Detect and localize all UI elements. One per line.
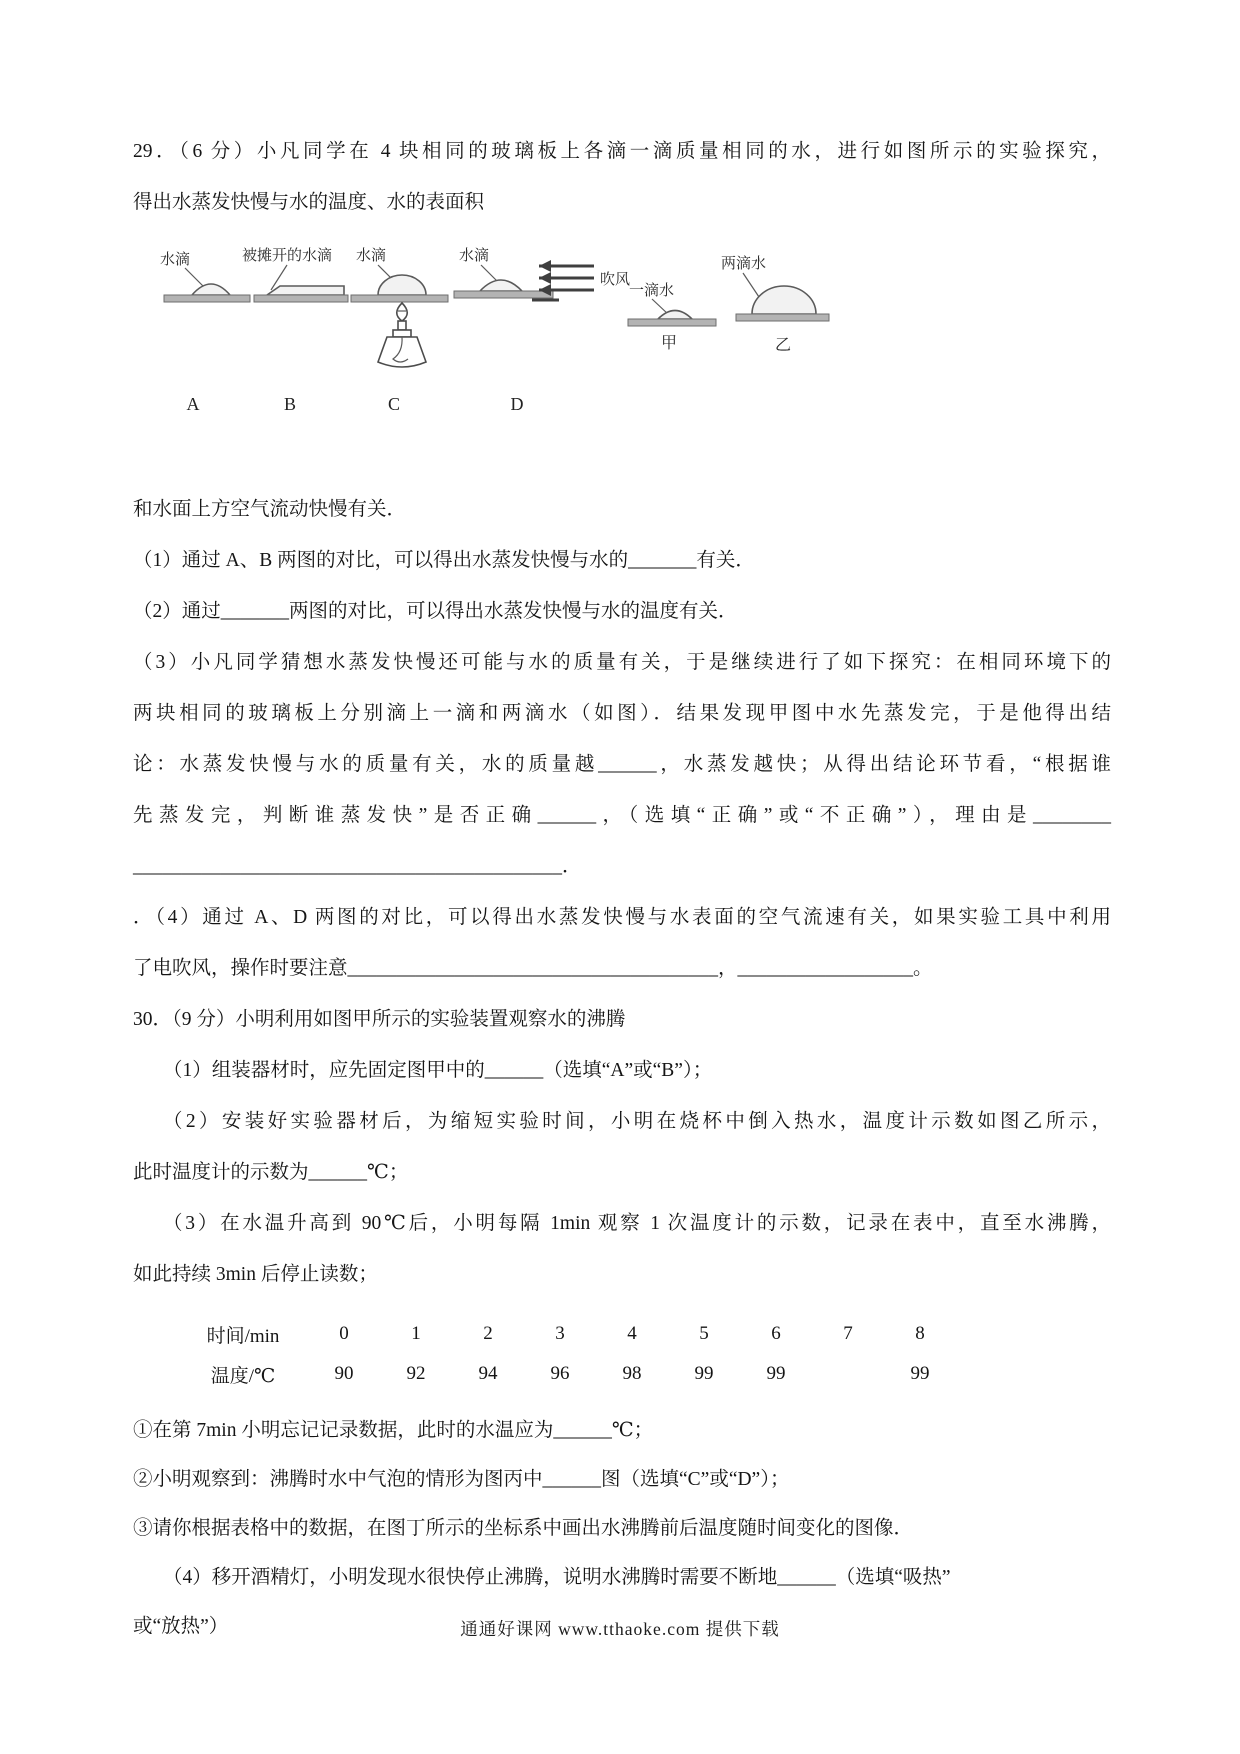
- q30-sub2-line-2: 此时温度计的示数为______℃；: [133, 1162, 409, 1183]
- spread-drop-label-b: 被摊开的水滴: [242, 248, 333, 264]
- q30-sub4-line-1: （4）移开酒精灯，小明发现水很快停止沸腾，说明水沸腾时需要不断地______（选填“吸热”: [163, 1567, 951, 1588]
- boiling-data-table: [178, 1314, 956, 1394]
- setup-yi: [721, 255, 829, 354]
- q29-sub1: （1）通过 A、B 两图的对比，可以得出水蒸发快慢与水的_______有关．: [133, 550, 755, 571]
- table-cell: 8: [915, 1323, 925, 1344]
- table-cell: 99: [910, 1363, 930, 1384]
- row-header-time: 时间/min: [206, 1325, 280, 1347]
- q30-sub4-line-2: 或“放热”）: [133, 1616, 229, 1637]
- table-cell: 1: [411, 1323, 421, 1344]
- one-drop-label: 一滴水: [629, 283, 675, 299]
- table-cell: 96: [550, 1363, 570, 1384]
- q29-cont-line: 和水面上方空气流动快慢有关．: [133, 499, 407, 520]
- q29-sub3-line-3: 论：水蒸发快慢与水的质量有关，水的质量越______，水蒸发越快；从得出结论环节看，“根据谁: [133, 754, 1111, 775]
- table-cell: 94: [478, 1363, 498, 1384]
- table-cell: 99: [766, 1363, 786, 1384]
- q29-figure: [147, 238, 1111, 426]
- q30-item-2: ②小明观察到：沸腾时水中气泡的情形为图丙中______图（选填“C”或“D”）；: [133, 1469, 790, 1490]
- figure-letter-c: C: [387, 394, 401, 414]
- two-drops-label: 两滴水: [721, 256, 767, 272]
- table-cell: 98: [622, 1363, 642, 1384]
- q30-sub3-line-2: 如此持续 3min 后停止读数；: [133, 1264, 378, 1285]
- table-cell: 5: [699, 1323, 709, 1344]
- table-cell: 2: [483, 1323, 493, 1344]
- table-row-temperature: [178, 1354, 956, 1394]
- q30-item-3: ③请你根据表格中的数据，在图丁所示的坐标系中画出水沸腾前后温度随时间变化的图像．: [133, 1518, 914, 1539]
- row-header-temperature: 温度/℃: [210, 1365, 276, 1387]
- q29-sub2: （2）通过_______两图的对比，可以得出水蒸发快慢与水的温度有关．: [133, 601, 738, 622]
- q29-intro-line-1: 29．（6 分）小凡同学在 4 块相同的玻璃板上各滴一滴质量相同的水，进行如图所示的实验探究，: [133, 141, 1111, 162]
- q29-sub3-line-2: 两块相同的玻璃板上分别滴上一滴和两滴水（如图）．结果发现甲图中水先蒸发完，于是他得出结: [133, 703, 1111, 724]
- q29-sub4-line-1: ．（4）通过 A、D 两图的对比，可以得出水蒸发快慢与水表面的空气流速有关，如果实验工具中利用: [133, 907, 1111, 928]
- setup-c: [351, 247, 448, 414]
- water-drop-label-c: 水滴: [356, 248, 387, 264]
- q30-sub3-line-1: （3）在水温升高到 90℃后，小明每隔 1min 观察 1 次温度计的示数，记录在表中，直至水沸腾，: [163, 1213, 1111, 1234]
- table-cell-blank: [812, 1354, 884, 1394]
- table-cell: 7: [843, 1323, 853, 1344]
- figure-letter-a: A: [186, 394, 200, 414]
- q29-sub3-line-1: （3）小凡同学猜想水蒸发快慢还可能与水的质量有关，于是继续进行了如下探究：在相同环境下的: [133, 652, 1111, 673]
- q30-intro: 30．（9 分）小明利用如图甲所示的实验装置观察水的沸腾: [133, 1009, 626, 1030]
- caption-jia: 甲: [660, 335, 678, 352]
- figure-letter-d: D: [510, 394, 524, 414]
- q29-sub4-line-2: 了电吹风，操作时要注意______________________________________，__________________。: [133, 958, 933, 979]
- table-cell: 90: [334, 1363, 354, 1384]
- q30-sub2-line-1: （2）安装好实验器材后，为缩短实验时间，小明在烧杯中倒入热水，温度计示数如图乙所示，: [163, 1111, 1111, 1132]
- q29-sub3-line-5: ____________________________________________．: [133, 856, 582, 877]
- table-cell: 3: [555, 1323, 565, 1344]
- setup-d: [454, 247, 630, 414]
- q30-sub1: （1）组装器材时，应先固定图甲中的______（选填“A”或“B”）；: [163, 1060, 713, 1081]
- setup-jia: [628, 282, 716, 352]
- caption-yi: 乙: [774, 337, 792, 354]
- table-row-time: [178, 1314, 956, 1354]
- q29-sub3-line-4: 先蒸发完，判断谁蒸发快”是否正确______，（选填“正确”或“不正确”），理由是________: [133, 805, 1111, 826]
- q29-intro-line-2: 得出水蒸发快慢与水的温度、水的表面积: [133, 192, 485, 213]
- wind-label: 吹风: [600, 272, 631, 288]
- table-cell: 99: [694, 1363, 714, 1384]
- watermark-footer: 通通好课网 www.tthaoke.com 提供下载: [460, 1619, 780, 1639]
- table-cell: 6: [771, 1323, 781, 1344]
- water-drop-label-a: 水滴: [160, 252, 191, 268]
- setup-b: [242, 247, 348, 414]
- evaporation-diagram: [147, 238, 867, 420]
- flame-icon: [397, 303, 408, 321]
- document-body: [133, 126, 1111, 1651]
- water-drop-label-d: 水滴: [459, 248, 490, 264]
- alcohol-lamp-icon: [378, 321, 426, 367]
- figure-letter-b: B: [283, 394, 297, 414]
- q30-item-1: ①在第 7min 小明忘记记录数据，此时的水温应为______℃；: [133, 1420, 654, 1441]
- table-cell: 0: [339, 1323, 349, 1344]
- setup-a: [160, 251, 250, 414]
- table-cell: 4: [627, 1323, 637, 1344]
- table-cell: 92: [406, 1363, 426, 1384]
